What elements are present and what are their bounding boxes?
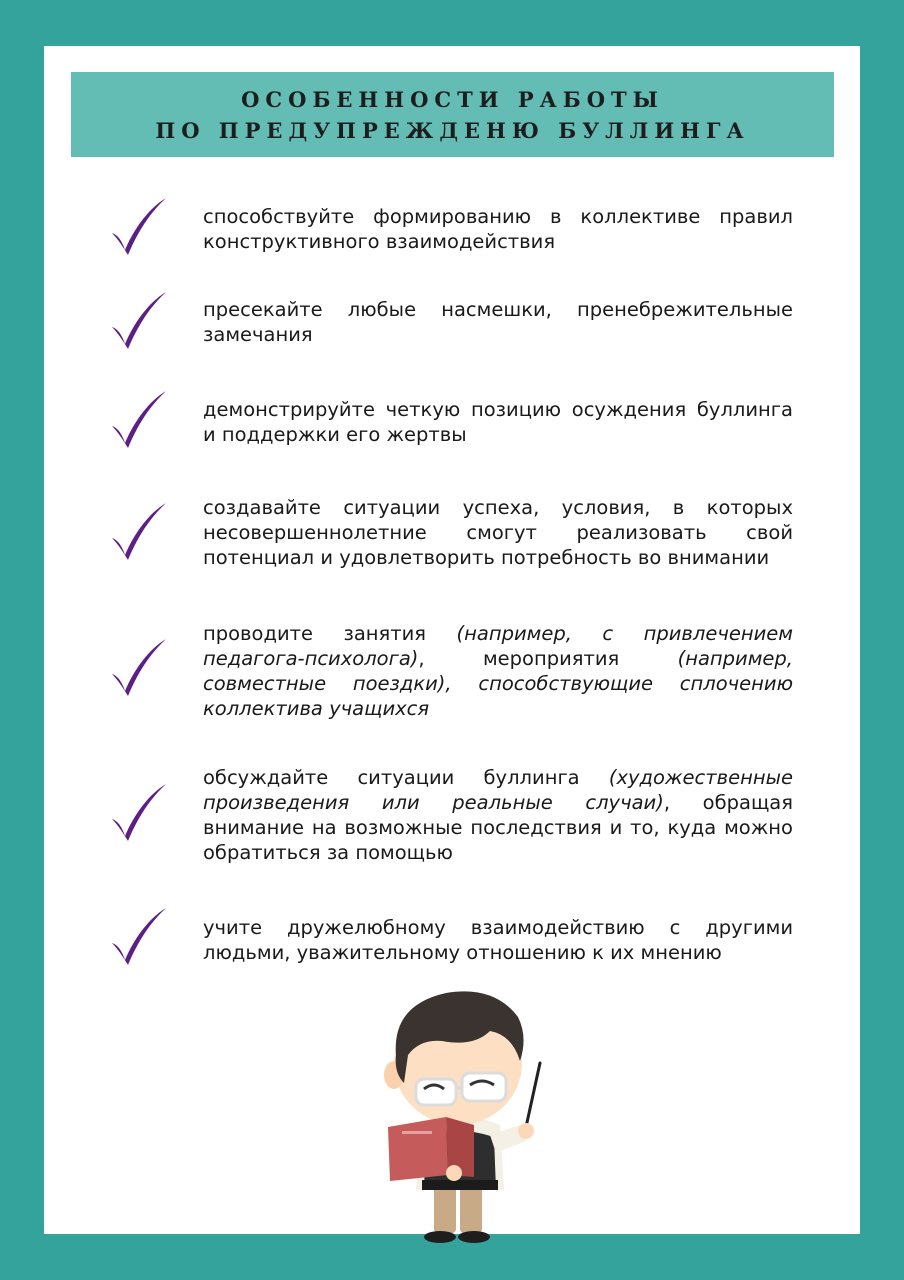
item-text-part: учите дружелюбному взаимодействию с другими людьми, уважительному отношению к их мнению [203, 916, 793, 964]
title-banner [71, 72, 834, 157]
list-item-text [203, 915, 793, 965]
list-item-text [203, 621, 793, 721]
teacher-illustration [362, 985, 562, 1247]
checkmark-icon [108, 500, 170, 564]
checkmark-icon [108, 289, 170, 353]
item-text-part-italic: (художественные произведения или реальные случаи) [203, 766, 793, 814]
item-text-part-italic: (например, совместные поездки), способствующие сплочению коллектива учащихся [203, 647, 793, 720]
item-text-part: обсуждайте ситуации буллинга [203, 766, 609, 789]
pointer-stick [526, 1063, 540, 1127]
item-text-part: демонстрируйте четкую позицию осуждения буллинга и поддержки его жертвы [203, 398, 793, 446]
item-text-part: создавайте ситуации успеха, условия, в которых несовершеннолетние смогут реализовать свой потенциал и удовлетворить потребность во внимании [203, 496, 793, 569]
list-item-text [203, 765, 793, 865]
item-text-part: способствуйте формированию в коллективе правил конструктивного взаимодействия [203, 205, 793, 253]
checkmark-icon [108, 781, 170, 845]
checkmark-icon [108, 195, 170, 259]
item-text-part: проводите занятия [203, 622, 457, 645]
item-text-part: , обращая внимание на возможные последствия и то, куда можно обратиться за помощью [203, 791, 793, 864]
list-item-text [203, 397, 793, 447]
page-title-line-1: ОСОБЕННОСТИ РАБОТЫ [241, 86, 664, 112]
list-item-text [203, 297, 793, 347]
checkmark-icon [108, 388, 170, 452]
page-title-line-2: ПО ПРЕДУПРЕЖДЕНЮ БУЛЛИНГА [155, 117, 750, 143]
item-text-part: пресекайте любые насмешки, пренебрежительные замечания [203, 298, 793, 346]
checkmark-icon [108, 636, 170, 700]
item-text-part-italic: (например, с привлечением педагога-психолога) [203, 622, 793, 670]
list-item-text [203, 204, 793, 254]
item-text-part: , мероприятия [418, 647, 678, 670]
checkmark-icon [108, 905, 170, 969]
list-item-text [203, 495, 793, 570]
